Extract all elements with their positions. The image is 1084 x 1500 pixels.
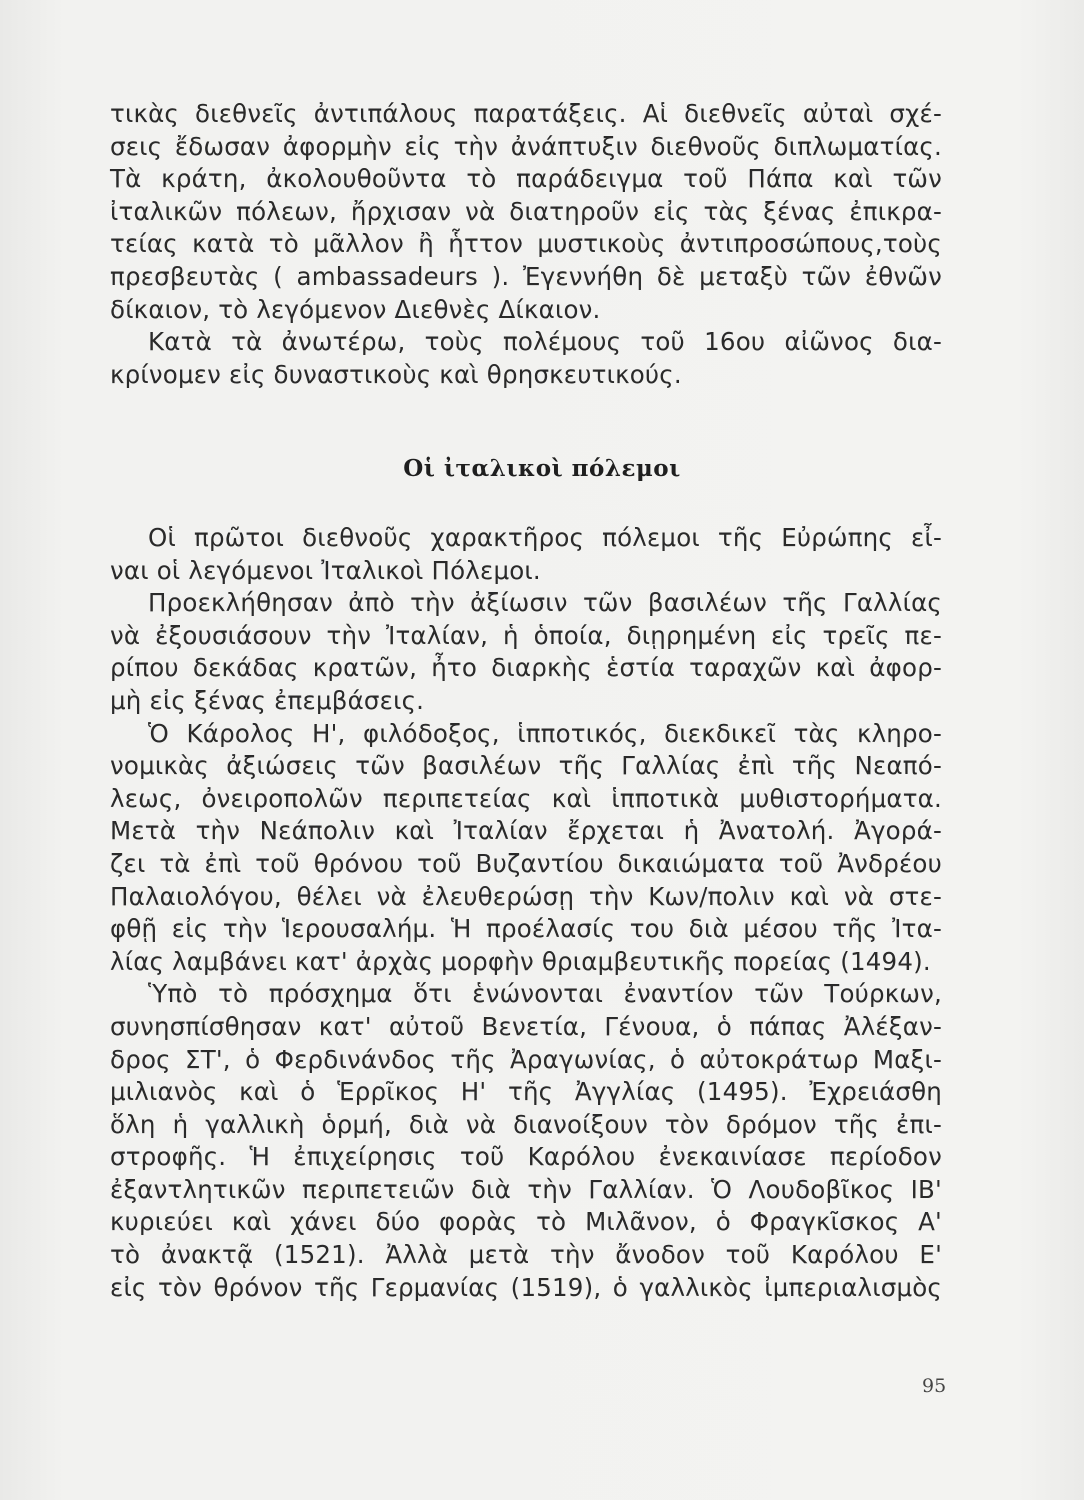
- text-line: λεως, ὀνειροπολῶν περιπετείας καὶ ἱπποτικὰ μυθιστορήματα.: [110, 783, 942, 813]
- text-line: μιλιανὸς καὶ ὁ Ἑρρῖκος Η' τῆς Ἀγγλίας (1495). Ἐχρειάσθη: [110, 1077, 942, 1107]
- text-line: νὰ ἐξουσιάσουν τὴν Ἰταλίαν, ἡ ὁποία, διῃρημένη εἰς τρεῖς πε-: [110, 620, 942, 650]
- text-line: δρος ΣΤ', ὁ Φερδινάνδος τῆς Ἀραγωνίας, ὁ αὐτοκράτωρ Μαξι-: [110, 1044, 942, 1074]
- text-line: εἰς τὸν θρόνον τῆς Γερμανίας (1519), ὁ γαλλικὸς ἰμπεριαλισμὸς: [110, 1272, 942, 1302]
- text-line: φθῇ εἰς τὴν Ἱερουσαλήμ. Ἡ προέλασίς του διὰ μέσου τῆς Ἰτα-: [110, 914, 942, 944]
- text-line: ἰταλικῶν πόλεων, ἤρχισαν νὰ διατηροῦν εἰς τὰς ξένας ἐπικρα-: [110, 196, 942, 226]
- text-line: πρεσβευτὰς ( ambassadeurs ). Ἐγεννήθη δὲ μεταξὺ τῶν ἐθνῶν: [110, 261, 942, 291]
- text-line: τὸ ἀνακτᾷ (1521). Ἀλλὰ μετὰ τὴν ἄνοδον τοῦ Καρόλου Ε': [110, 1240, 942, 1270]
- text-line: ναι οἱ λεγόμενοι Ἰταλικοὶ Πόλεμοι.: [110, 555, 541, 585]
- text-line: λίας λαμβάνει κατ' ἀρχὰς μορφὴν θριαμβευτικῆς πορείας (1494).: [110, 946, 931, 976]
- text-line: Μετὰ τὴν Νεάπολιν καὶ Ἰταλίαν ἔρχεται ἡ Ἀνατολή. Ἀγορά-: [110, 816, 942, 846]
- text-line: σεις ἔδωσαν ἀφορμὴν εἰς τὴν ἀνάπτυξιν διεθνοῦς διπλωματίας.: [110, 131, 942, 161]
- section-heading: Οἱ ἰταλικοὶ πόλεμοι: [403, 455, 681, 482]
- text-line: ἐξαντλητικῶν περιπετειῶν διὰ τὴν Γαλλίαν. Ὁ Λουδοβῖκος ΙΒ': [110, 1174, 942, 1204]
- text-line: κρίνομεν εἰς δυναστικοὺς καὶ θρησκευτικούς.: [110, 359, 682, 389]
- text-line: συνησπίσθησαν κατ' αὐτοῦ Βενετία, Γένουα, ὁ πάπας Ἀλέξαν-: [110, 1011, 942, 1041]
- text-line: ρίπου δεκάδας κρατῶν, ἦτο διαρκὴς ἑστία ταραχῶν καὶ ἀφορ-: [110, 653, 942, 683]
- text-line: Οἱ πρῶτοι διεθνοῦς χαρακτῆρος πόλεμοι τῆς Εὐρώπης εἶ-: [148, 523, 942, 552]
- text-line: δίκαιον, τὸ λεγόμενον Διεθνὲς Δίκαιον.: [110, 294, 601, 324]
- text-block-main: [110, 522, 942, 1304]
- text-line: ὅλη ἡ γαλλικὴ ὁρμή, διὰ νὰ διανοίξουν τὸν δρόμον τῆς ἐπι-: [110, 1109, 942, 1139]
- text-line: Προεκλήθησαν ἀπὸ τὴν ἀξίωσιν τῶν βασιλέων τῆς Γαλλίας: [148, 588, 942, 618]
- text-line: Ὁ Κάρολος Η', φιλόδοξος, ἱπποτικός, διεκδικεῖ τὰς κληρο-: [148, 718, 942, 748]
- text-line: μὴ εἰς ξένας ἐπεμβάσεις.: [110, 685, 425, 715]
- page-number: 95: [922, 1375, 947, 1397]
- text-line: στροφῆς. Ἡ ἐπιχείρησις τοῦ Καρόλου ἐνεκαινίασε περίοδον: [110, 1142, 942, 1172]
- text-block-intro: [110, 98, 942, 391]
- text-line: Κατὰ τὰ ἀνωτέρω, τοὺς πολέμους τοῦ 16ου αἰῶνος δια-: [148, 327, 942, 357]
- text-line: νομικὰς ἀξιώσεις τῶν βασιλέων τῆς Γαλλίας ἐπὶ τῆς Νεαπό-: [110, 751, 942, 781]
- text-line: κυριεύει καὶ χάνει δύο φορὰς τὸ Μιλᾶνον, ὁ Φραγκῖσκος Α': [110, 1207, 942, 1237]
- text-line: Τὰ κράτη, ἀκολουθοῦντα τὸ παράδειγμα τοῦ Πάπα καὶ τῶν: [110, 164, 942, 194]
- text-line: τικὰς διεθνεῖς ἀντιπάλους παρατάξεις. Αἱ διεθνεῖς αὐταὶ σχέ-: [110, 99, 942, 128]
- text-line: ζει τὰ ἐπὶ τοῦ θρόνου τοῦ Βυζαντίου δικαιώματα τοῦ Ἀνδρέου: [110, 848, 942, 878]
- text-line: Ὑπὸ τὸ πρόσχημα ὅτι ἑνώνονται ἐναντίον τῶν Τούρκων,: [148, 979, 942, 1009]
- text-line: τείας κατὰ τὸ μᾶλλον ἢ ἧττον μυστικοὺς ἀντιπροσώπους,τοὺς: [110, 229, 942, 259]
- text-line: Παλαιολόγου, θέλει νὰ ἐλευθερώσῃ τὴν Κων/πολιν καὶ νὰ στε-: [110, 881, 942, 911]
